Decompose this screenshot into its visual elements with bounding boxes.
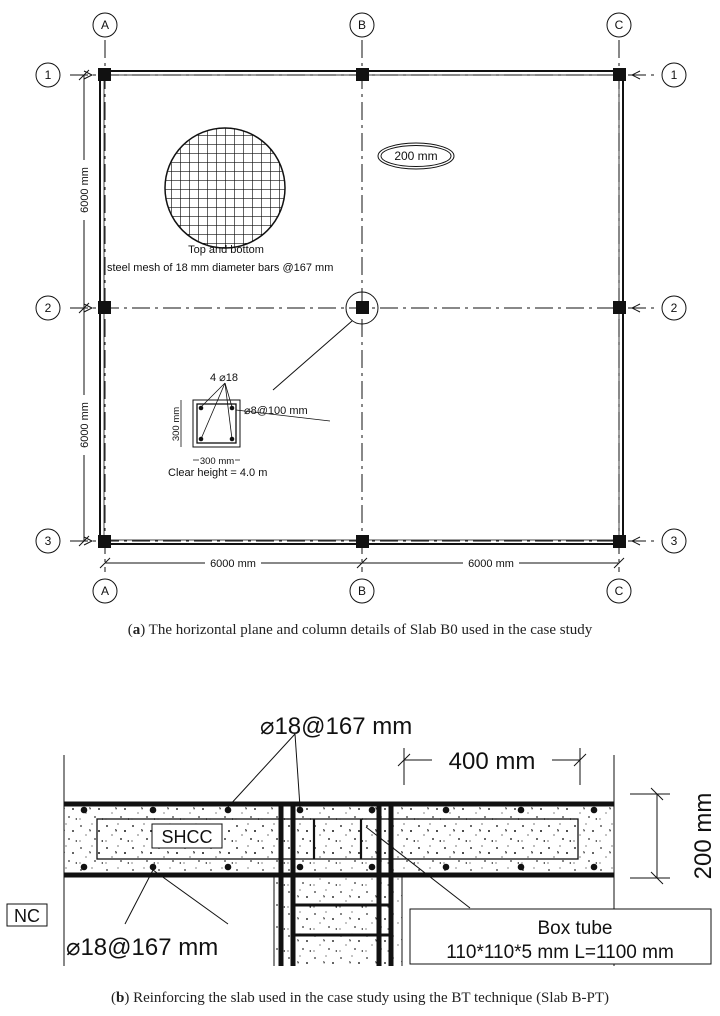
column-ties: ⌀8@100 mm [244,405,308,417]
dim-6000-lower: 6000 mm [79,402,91,448]
column [356,535,369,548]
caption-a-letter: a [132,622,141,638]
dim-6000-upper: 6000 mm [79,167,91,213]
grid-label-c-bottom: C [614,584,624,598]
column [613,68,626,81]
box-tube-spec: 110*110*5 mm L=1100 mm [446,942,674,963]
column [356,301,369,314]
top-bar-spec: ⌀18@167 mm [260,713,413,740]
grid-label-b-top: B [357,18,367,32]
slab-thickness-tag [378,143,454,169]
mesh-note-line2: steel mesh of 18 mm diameter bars @167 mm [107,262,334,274]
grid-label-1-left: 1 [44,68,52,82]
caption-figure-b: (b) Reinforcing the slab used in the case study using the BT technique (Slab B-PT) [111,990,609,1006]
column-section-detail [181,383,330,460]
box-tube-title: Box tube [537,918,613,939]
column-main-bars: 4 ⌀18 [210,372,239,384]
grid-label-2-left: 2 [44,301,52,315]
column [98,68,111,81]
grid-label-a-top: A [100,18,110,32]
column [613,301,626,314]
steel-mesh-symbol [165,128,285,248]
grid-label-2-right: 2 [670,301,678,315]
nc-label: NC [14,906,40,926]
dim-6000-right: 6000 mm [468,558,514,570]
svg-text:200 mm: 200 mm [394,149,438,163]
grid-label-3-right: 3 [670,534,678,548]
column [98,535,111,548]
mesh-note-line1: Top and bottom [188,244,264,256]
caption-b-letter: b [116,990,125,1006]
column [613,535,626,548]
grid-label-1-right: 1 [670,68,678,82]
depth-dimension [630,788,670,884]
grid-label-b-bottom: B [357,584,367,598]
shcc-label: SHCC [161,827,213,847]
caption-a-text: The horizontal plane and column details of Slab B0 used in the case study [145,622,593,638]
bottom-bar-spec: ⌀18@167 mm [66,934,219,961]
slab-section-drawing [0,690,720,980]
caption-b-text: Reinforcing the slab used in the case study using the BT technique (Slab B-PT) [129,990,609,1006]
grid-label-a-bottom: A [100,584,110,598]
column [98,301,111,314]
dim-6000-left: 6000 mm [210,558,256,570]
spacing-dim-label: 400 mm [448,748,536,775]
grid-label-c-top: C [614,18,624,32]
column-detail-leader [273,321,352,390]
depth-dim-label: 200 mm [690,792,717,880]
column [356,68,369,81]
column-width: 300 mm [199,456,235,467]
clear-height: Clear height = 4.0 m [168,467,268,479]
column-depth: 300 mm [171,406,182,442]
grid-label-3-left: 3 [44,534,52,548]
caption-figure-a: (a) The horizontal plane and column details of Slab B0 used in the case study [127,622,593,638]
